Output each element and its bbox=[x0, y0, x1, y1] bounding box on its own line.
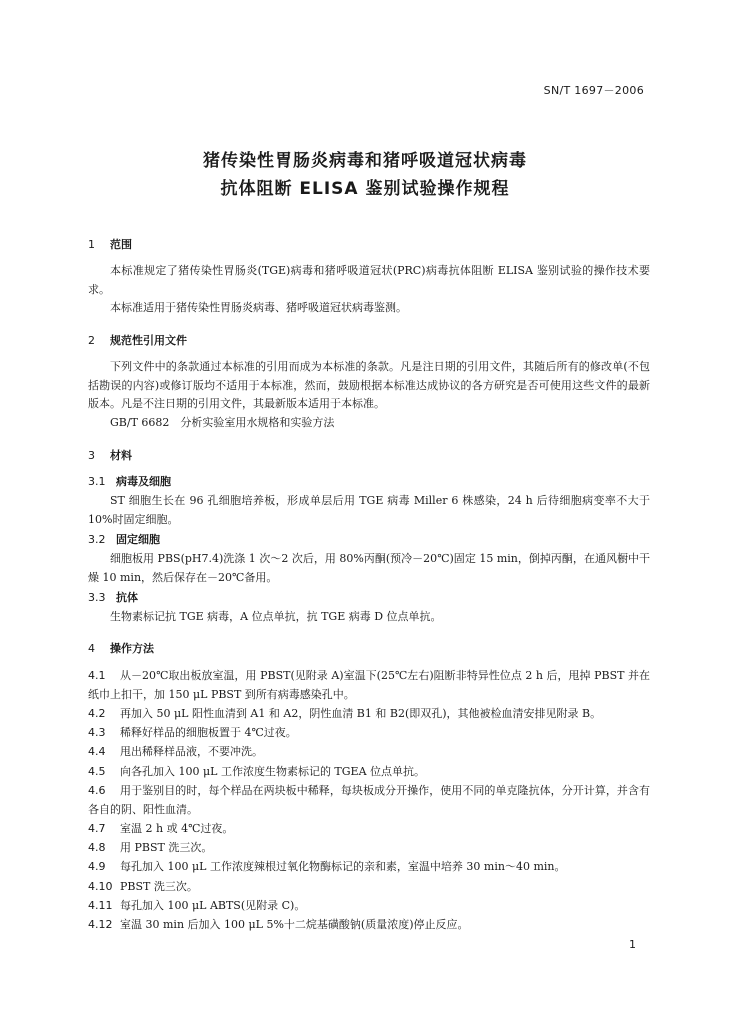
section-number: 4 bbox=[88, 642, 95, 655]
subsection-3-2-heading: 3.2 固定细胞 bbox=[88, 533, 160, 546]
section-1-heading bbox=[88, 236, 132, 252]
procedure-step: 4.9 每孔加入 100 μL 工作浓度辣根过氧化物酶标记的亲和素，室温中培养 30 min～40 min。 bbox=[88, 860, 566, 873]
section-3-heading bbox=[88, 447, 132, 463]
section-2-heading bbox=[88, 332, 187, 348]
subsection-3-1-heading: 3.1 病毒及细胞 bbox=[88, 475, 171, 488]
procedure-step: 4.4 甩出稀释样品液，不要冲洗。 bbox=[88, 745, 263, 758]
section-1-paragraph-1: 本标准规定了猪传染性胃肠炎(TGE)病毒和猪呼吸道冠状(PRC)病毒抗体阻断 ELISA 鉴别试验的操作技术要求。 bbox=[88, 264, 650, 296]
procedure-step: 4.6 用于鉴别目的时，每个样品在两块板中稀释，每块板成分开操作，使用不同的单克隆抗体，分开计算，并含有各自的阴、阳性血清。 bbox=[88, 784, 650, 816]
procedure-step: 4.10 PBST 洗三次。 bbox=[88, 880, 198, 893]
section-title: 范围 bbox=[110, 238, 132, 251]
page-number: 1 bbox=[629, 938, 636, 951]
section-4-heading bbox=[88, 640, 154, 656]
section-1-paragraph-2: 本标准适用于猪传染性胃肠炎病毒、猪呼吸道冠状病毒鉴测。 bbox=[110, 301, 407, 314]
procedure-step: 4.7 室温 2 h 或 4℃过夜。 bbox=[88, 822, 234, 835]
procedure-step: 4.3 稀释好样品的细胞板置于 4℃过夜。 bbox=[88, 726, 297, 739]
procedure-step: 4.11 每孔加入 100 μL ABTS(见附录 C)。 bbox=[88, 899, 306, 912]
section-title: 材料 bbox=[110, 449, 132, 462]
procedure-step: 4.2 再加入 50 μL 阳性血清到 A1 和 A2，阴性血清 B1 和 B2(即双孔)，其他被检血清安排见附录 B。 bbox=[88, 707, 602, 720]
procedure-step: 4.1 从－20℃取出板放室温，用 PBST(见附录 A)室温下(25℃左右)阻断非特异性位点 2 h 后，甩掉 PBST 并在纸巾上扣干，加 150 μL PBST 到所有病毒感染孔中。 bbox=[88, 669, 650, 701]
document-title-line1: 猪传染性胃肠炎病毒和猪呼吸道冠状病毒 bbox=[203, 151, 527, 171]
section-number: 2 bbox=[88, 334, 95, 347]
section-title: 规范性引用文件 bbox=[110, 334, 187, 347]
subsection-3-2-text: 细胞板用 PBS(pH7.4)洗涤 1 次～2 次后，用 80%丙酮(预冷－20℃)固定 15 min，倒掉丙酮，在通风橱中干燥 10 min，然后保存在－20℃备用。 bbox=[88, 552, 650, 584]
standard-code: SN/T 1697－2006 bbox=[543, 84, 644, 97]
document-title-line2: 抗体阻断 ELISA 鉴别试验操作规程 bbox=[220, 179, 510, 199]
procedure-step: 4.5 向各孔加入 100 μL 工作浓度生物素标记的 TGEA 位点单抗。 bbox=[88, 765, 426, 778]
section-2-paragraph-1: 下列文件中的条款通过本标准的引用而成为本标准的条款。凡是注日期的引用文件，其随后所有的修改单(不包括勘误的内容)或修订版均不适用于本标准，然而，鼓励根据本标准达成协议的各方研究是否可使用这些文件的最新版本。凡是不注日期的引用文件，其最新版本适用于本标准。 bbox=[88, 360, 650, 410]
section-2-reference: GB/T 6682 分析实验室用水规格和实验方法 bbox=[110, 416, 335, 429]
section-number: 3 bbox=[88, 449, 95, 462]
subsection-3-3-text: 生物素标记抗 TGE 病毒，A 位点单抗，抗 TGE 病毒 D 位点单抗。 bbox=[110, 610, 442, 623]
section-title: 操作方法 bbox=[110, 642, 154, 655]
procedure-step: 4.8 用 PBST 洗三次。 bbox=[88, 841, 213, 854]
section-number: 1 bbox=[88, 238, 95, 251]
procedure-step: 4.12 室温 30 min 后加入 100 μL 5%十二烷基磺酸钠(质量浓度)停止反应。 bbox=[88, 918, 469, 931]
subsection-3-3-heading: 3.3 抗体 bbox=[88, 591, 138, 604]
subsection-3-1-text: ST 细胞生长在 96 孔细胞培养板，形成单层后用 TGE 病毒 Miller 6 株感染，24 h 后待细胞病变率不大于 10%时固定细胞。 bbox=[88, 494, 650, 526]
